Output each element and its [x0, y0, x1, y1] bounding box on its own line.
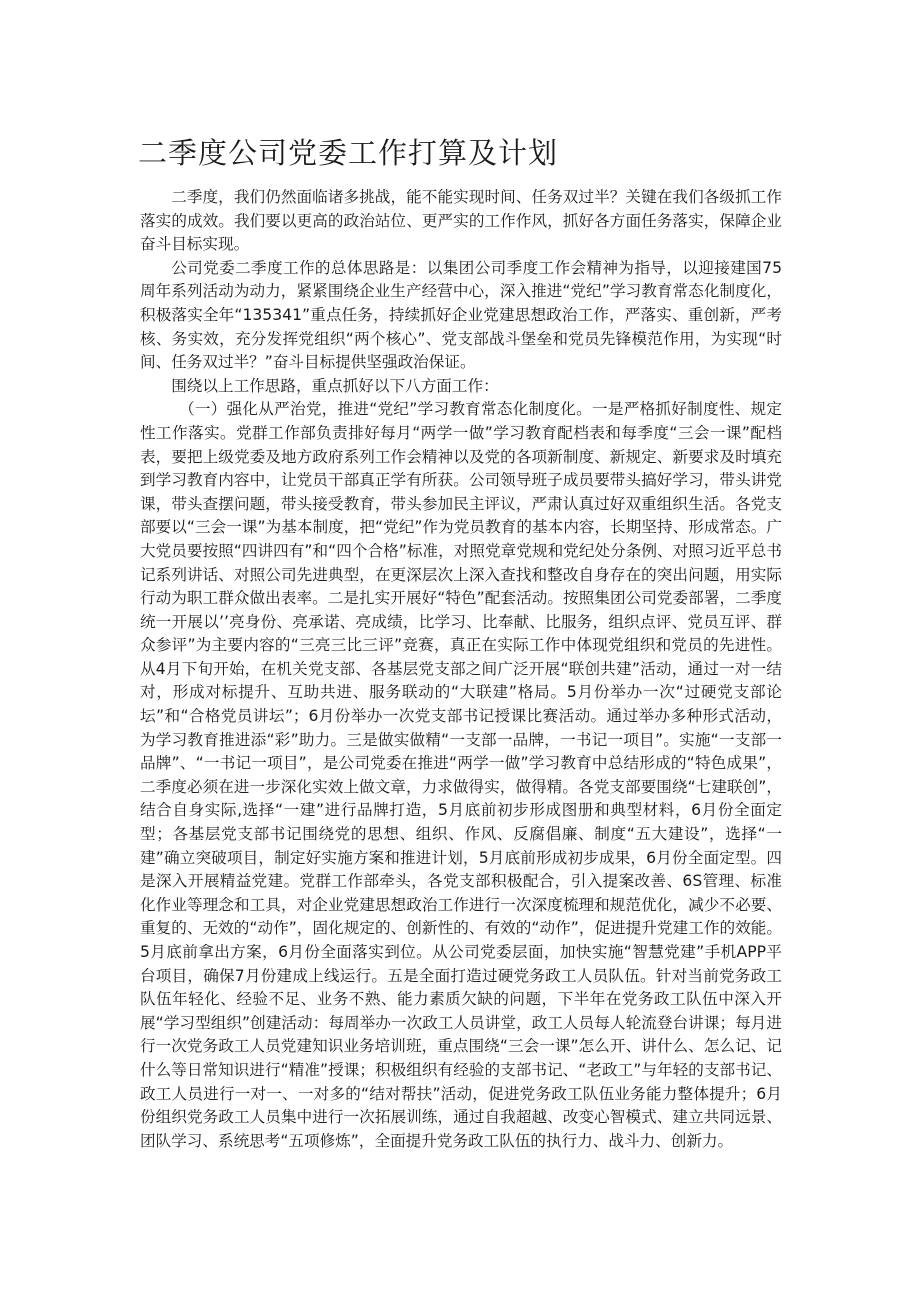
focus-areas-paragraph: 围绕以上工作思路，重点抓好以下八方面工作： [171, 376, 499, 395]
intro-paragraph: 二季度，我们仍然面临诸多挑战，能不能实现时间、任务双过半？关键在我们各级抓工作落实的成效。我们要以更高的政治站位、更严实的工作作风，抓好各方面任务落实，保障企业奋斗目标实现。 [140, 188, 782, 254]
overall-plan-paragraph: 公司党委二季度工作的总体思路是：以集团公司季度工作会精神为指导，以迎接建国75周年系列活动为动力，紧紧围绕企业生产经营中心，深入推进“党纪”学习教育常态化制度化，积极落实全年“135341”重点任务，持续抓好企业党建思想政治工作，严落实、重创新，严考核、务实效，充分发挥党组织“两个核心”、党支部战斗堡垒和党员先锋模范作用，为实现“时间、任务双过半？”奋斗目标提供坚强政治保证。 [140, 258, 782, 372]
document-body [140, 186, 782, 1153]
section-one-paragraph: （一）强化从严治党，推进“党纪”学习教育常态化制度化。一是严格抓好制度性、规定性工作落实。党群工作部负责排好每月“两学一做”学习教育配档表和每季度“三会一课”配档表，要把上级党委及地方政府系列工作会精神以及党的各项新制度、新规定、新要求及时填充到学习教育内容中，让党员干部真正学有所获。公司领导班子成员要带头搞好学习，带头讲党课，带头查摆问题，带头接受教育，带头参加民主评议，严肃认真过好双重组织生活。各党支部要以“三会一课”为基本制度，把“党纪”作为党员教育的基本内容，长期坚持、形成常态。广大党员要按照“四讲四有”和“四个合格”标准，对照党章党规和党纪处分条例、对照习近平总书记系列讲话、对照公司先进典型，在更深层次上深入查找和整改自身存在的突出问题，用实际行动为职工群众做出表率。二是扎实开展好“特色”配套活动。按照集团公司党委部署，二季度统一开展以’’亮身份、亮承诺、亮成绩，比学习、比奉献、比服务，组织点评、党员互评、群众参评”为主要内容的“三亮三比三评”竞赛，真正在实际工作中体现党组织和党员的先进性。从4月下旬开始，在机关党支部、各基层党支部之间广泛开展“联创共建”活动，通过一对一结对，形成对标提升、互助共进、服务联动的“大联建”格局。5月份举办一次“过硬党支部论坛”和“合格党员讲坛”；6月份举办一次党支部书记授课比赛活动。通过举办多种形式活动，为学习教育推进添“彩”助力。三是做实做精“一支部一品牌，一书记一项目”。实施“一支部一品牌”、“一书记一项目”，是公司党委在推进“两学一做”学习教育中总结形成的“特色成果”，二季度必须在进一步深化实效上做文章，力求做得实，做得精。各党支部要围绕“七建联创”，结合自身实际,选择“一建”进行品牌打造，5月底前初步形成图册和典型材料，6月份全面定型；各基层党支部书记围绕党的思想、组织、作风、反腐倡廉、制度“五大建设”，选择“一建”确立突破项目，制定好实施方案和推进计划，5月底前形成初步成果，6月份全面定型。四是深入开展精益党建。党群工作部牵头，各党支部积极配合，引入提案改善、6S管理、标准化作业等理念和工具，对企业党建思想政治工作进行一次深度梳理和规范优化，减少不必要、重复的、无效的“动作”，固化规定的、创新性的、有效的“动作”，促进提升党建工作的效能。5月底前拿出方案，6月份全面落实到位。从公司党委层面，加快实施“智慧党建”手机APP平台项目，确保7月份建成上线运行。五是全面打造过硬党务政工人员队伍。针对当前党务政工队伍年轻化、经验不足、业务不熟、能力素质欠缺的问题，下半年在党务政工队伍中深入开展“学习型组织”创建活动：每周举办一次政工人员讲堂，政工人员每人轮流登台讲课；每月进行一次党务政工人员党建知识业务培训班，重点围绕“三会一课”怎么开、讲什么、怎么记、记什么等日常知识进行“精准”授课；积极组织有经验的支部书记、“老政工”与年轻的支部书记、政工人员进行一对一、一对多的“结对帮扶”活动，促进党务政工队伍业务能力整体提升；6月份组织党务政工人员集中进行一次拓展训练，通过自我超越、改变心智模式、建立共同远景、团队学习、系统思考“五项修炼”，全面提升党务政工队伍的执行力、战斗力、创新力。 [140, 400, 782, 1150]
document-title: 二季度公司党委工作打算及计划 [138, 136, 559, 170]
